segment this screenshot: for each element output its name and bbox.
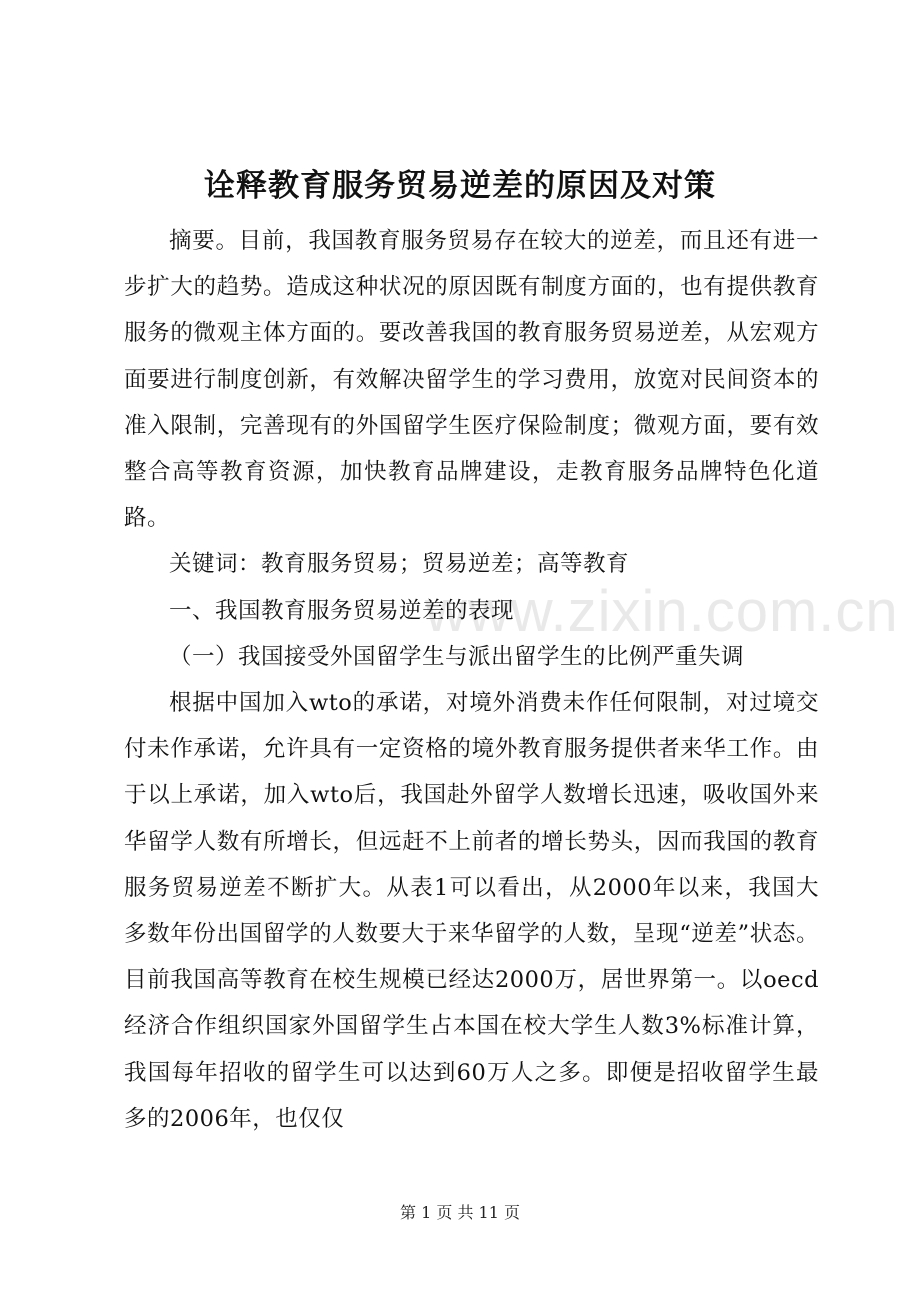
page-footer: 第 1 页 共 11 页	[400, 1203, 520, 1222]
document-title: 诠释教育服务贸易逆差的原因及对策	[204, 168, 716, 204]
keywords-paragraph: 关键词：教育服务贸易；贸易逆差；高等教育	[169, 551, 630, 578]
body-paragraph-1: 根据中国加入wto的承诺，对境外消费未作任何限制，对过境交付未作承诺，允许具有一定资格的境外教育服务提供者来华工作。由于以上承诺，加入wto后，我国赴外留学人数增长迅速，吸收国外来华留学人数有所增长，但远赶不上前者的增长势头，因而我国的教育服务贸易逆差不断扩大。从表1可以看出，从2000年以来，我国大多数年份出国留学的人数要大于来华留学的人数，呈现“逆差”状态。目前我国高等教育在校生规模已经达2000万，居世界第一。以oecd经济合作组织国家外国留学生占本国在校大学生人数3%标准计算，我国每年招收的留学生可以达到60万人之多。即便是招收留学生最多的2006年，也仅仅	[124, 690, 819, 1132]
subsection-heading-1: （一）我国接受外国留学生与派出留学生的比例严重失调	[169, 643, 745, 670]
abstract-paragraph: 摘要。目前，我国教育服务贸易存在较大的逆差，而且还有进一步扩大的趋势。造成这种状况的原因既有制度方面的，也有提供教育服务的微观主体方面的。要改善我国的教育服务贸易逆差，从宏观方面要进行制度创新，有效解决留学生的学习费用，放宽对民间资本的准入限制，完善现有的外国留学生医疗保险制度；微观方面，要有效整合高等教育资源，加快教育品牌建设，走教育服务品牌特色化道路。	[124, 228, 819, 532]
document-body	[124, 218, 819, 1142]
section-heading-1: 一、我国教育服务贸易逆差的表现	[169, 597, 515, 624]
watermark-text: www.zixin.com.cn	[425, 579, 899, 644]
